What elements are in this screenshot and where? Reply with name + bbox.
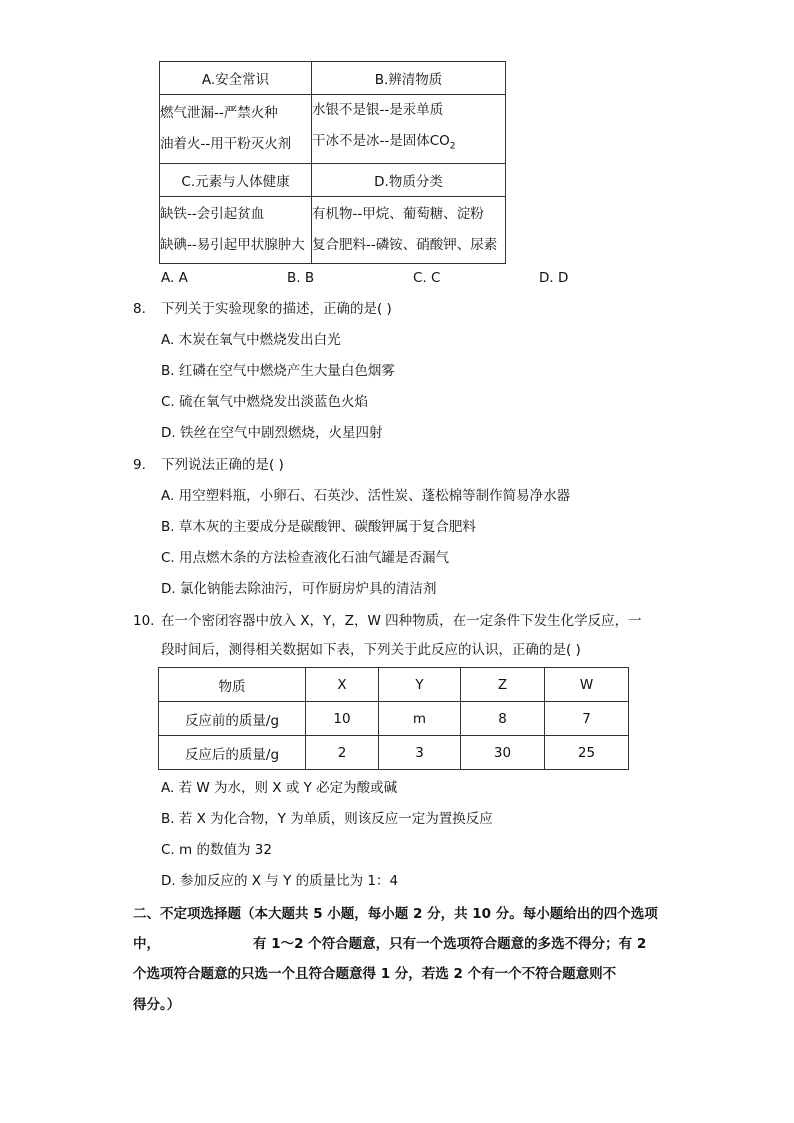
section2-heading-line1: 二、不定项选择题（本大题共 5 小题，每小题 2 分，共 10 分。每小题给出的四个选项	[133, 906, 658, 922]
q10-row2-w: 25	[545, 736, 629, 770]
q10-row1-z: 8	[461, 702, 545, 736]
q7-cell-b-line2	[312, 126, 505, 163]
q10-option-c: C. m 的数值为 32	[161, 842, 272, 858]
q10-row1-y: m	[379, 702, 461, 736]
q7-header-a: A.安全常识	[160, 62, 312, 95]
q9-option-d: D. 氯化钠能去除油污，可作厨房炉具的清洁剂	[161, 581, 437, 597]
q10-header-substance: 物质	[159, 668, 306, 702]
q10-option-b: B. 若 X 为化合物，Y 为单质，则该反应一定为置换反应	[161, 811, 493, 827]
q7-cell-d	[312, 196, 506, 263]
q10-number: 10.	[133, 613, 155, 629]
q9-option-b: B. 草木灰的主要成分是碳酸钾、碳酸钾属于复合肥料	[161, 519, 476, 535]
q10-table-header-row	[159, 668, 629, 702]
section2-heading-line3: 个选项符合题意的只选一个且符合题意得 1 分，若选 2 个有一个不符合题意则不	[133, 966, 617, 982]
q7-cell-b-line1: 水银不是银--是汞单质	[312, 102, 444, 118]
q9-stem: 下列说法正确的是( )	[161, 457, 284, 473]
q7-cell-b	[312, 95, 506, 164]
table-row	[159, 736, 629, 770]
q7-cell-b-line2-text: 干冰不是冰--是固体CO	[312, 133, 450, 149]
section2-heading-line2a: 中，	[133, 936, 160, 952]
q10-table	[158, 667, 629, 770]
q8-option-b: B. 红磷在空气中燃烧产生大量白色烟雾	[161, 363, 395, 379]
q7-option-a: A. A	[161, 270, 188, 286]
q10-stem-line1: 在一个密闭容器中放入 X，Y，Z，W 四种物质，在一定条件下发生化学反应，一	[161, 613, 642, 629]
q7-option-d: D. D	[539, 270, 569, 286]
q7-cell-c	[160, 196, 312, 263]
q8-option-a: A. 木炭在氧气中燃烧发出白光	[161, 332, 341, 348]
q7-cell-c-line2: 缺碘--易引起甲状腺肿大	[160, 236, 305, 253]
q10-header-y: Y	[379, 668, 461, 702]
q7-option-c: C. C	[413, 270, 441, 286]
q10-row1-w: 7	[545, 702, 629, 736]
q9-option-c: C. 用点燃木条的方法检查液化石油气罐是否漏气	[161, 550, 450, 566]
q10-header-x: X	[306, 668, 379, 702]
q7-cell-d-line1: 有机物--甲烷、葡萄糖、淀粉	[312, 205, 484, 222]
q10-option-a: A. 若 W 为水，则 X 或 Y 必定为酸或碱	[161, 780, 398, 796]
q8-option-d: D. 铁丝在空气中剧烈燃烧，火星四射	[161, 425, 383, 441]
q8-stem: 下列关于实验现象的描述，正确的是( )	[161, 301, 392, 317]
q7-cell-d-line2: 复合肥料--磷铵、硝酸钾、尿素	[312, 236, 498, 253]
q10-row1-x: 10	[306, 702, 379, 736]
q7-cell-a-line1: 燃气泄漏--严禁火种	[160, 104, 278, 121]
q9-option-a: A. 用空塑料瓶，小卵石、石英沙、活性炭、蓬松棉等制作简易净水器	[161, 488, 571, 504]
q7-table	[159, 61, 506, 264]
q10-header-z: Z	[461, 668, 545, 702]
section2-heading-line4: 得分。）	[133, 997, 181, 1013]
q7-cell-a	[160, 95, 312, 164]
q7-header-d: D.物质分类	[312, 163, 506, 196]
q10-row2-label: 反应后的质量/g	[159, 736, 306, 770]
q10-row2-x: 2	[306, 736, 379, 770]
q10-row1-label: 反应前的质量/g	[159, 702, 306, 736]
q8-option-c: C. 硫在氧气中燃烧发出淡蓝色火焰	[161, 394, 369, 410]
q10-stem-line2: 段时间后，测得相关数据如下表，下列关于此反应的认识，正确的是( )	[161, 642, 581, 658]
section2-heading-line2b: 有 1～2 个符合题意，只有一个选项符合题意的多选不得分；有 2	[253, 936, 647, 952]
q10-row2-y: 3	[379, 736, 461, 770]
q10-header-w: W	[545, 668, 629, 702]
q9-number: 9.	[133, 457, 146, 473]
q7-header-c: C.元素与人体健康	[160, 163, 312, 196]
q7-cell-b-subscript: 2	[449, 141, 456, 152]
q8-number: 8.	[133, 301, 146, 317]
table-row	[159, 702, 629, 736]
q10-option-d: D. 参加反应的 X 与 Y 的质量比为 1：4	[161, 873, 399, 889]
q7-header-b: B.辨清物质	[312, 62, 506, 95]
q10-row2-z: 30	[461, 736, 545, 770]
q7-cell-c-line1: 缺铁--会引起贫血	[160, 205, 265, 222]
q7-cell-a-line2: 油着火--用干粉灭火剂	[160, 135, 292, 152]
q7-option-b: B. B	[287, 270, 315, 286]
